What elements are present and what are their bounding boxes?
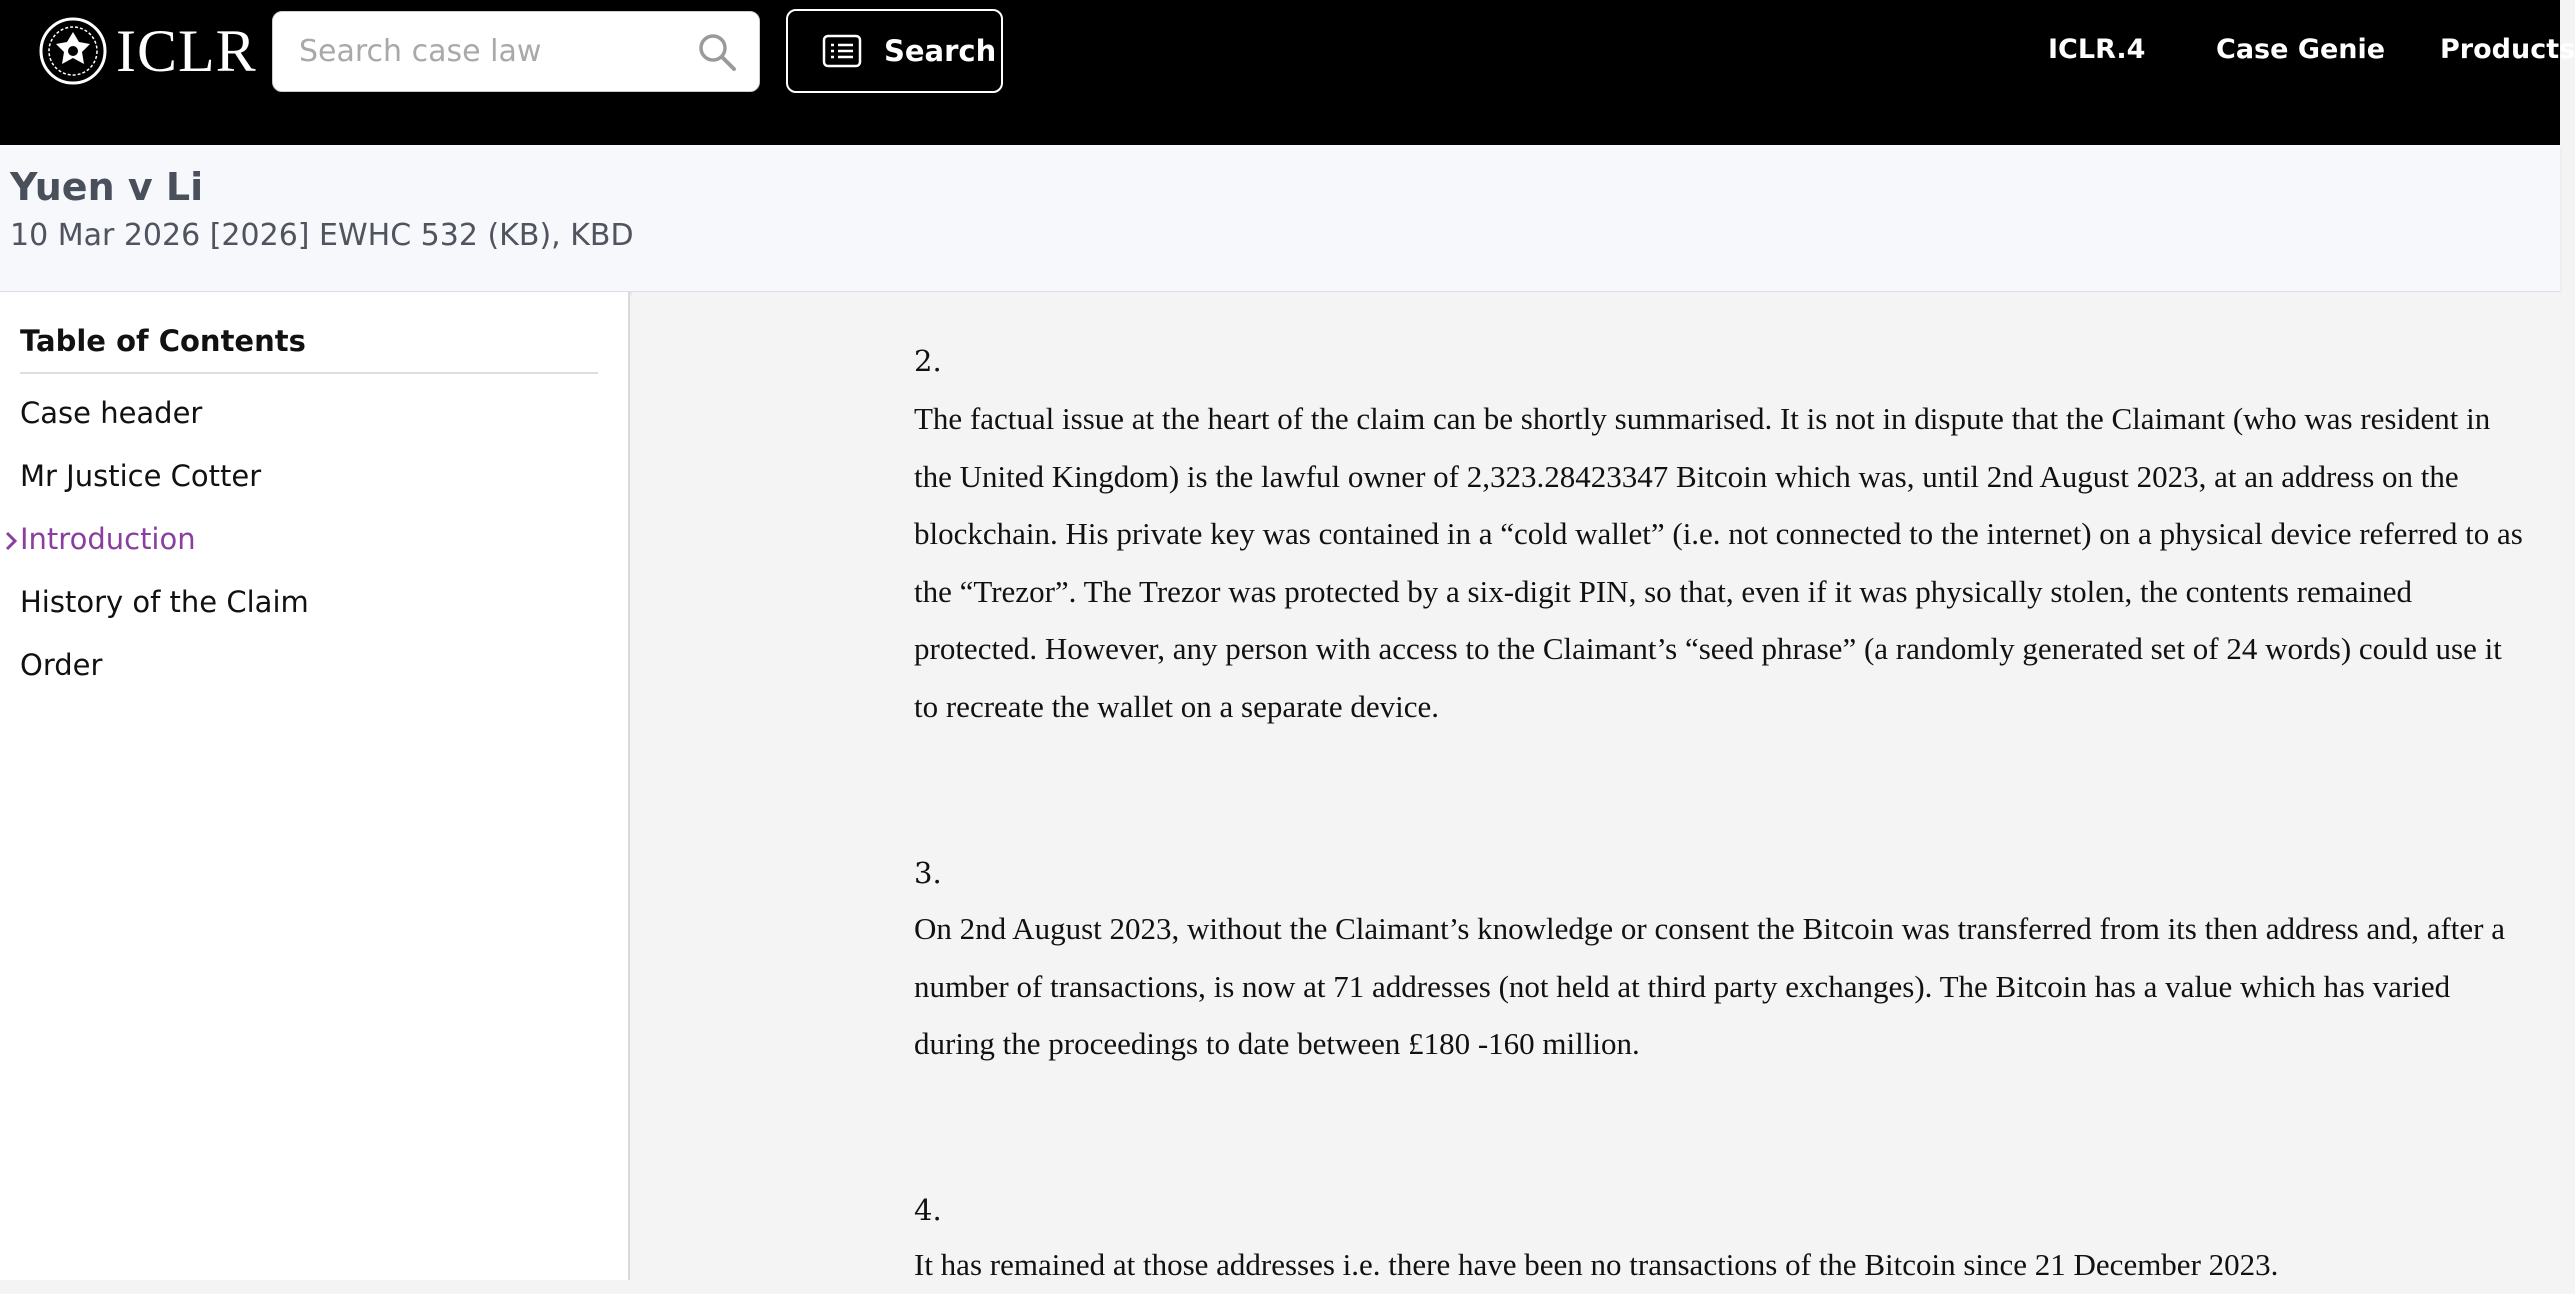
toc-item-label: Introduction [20, 522, 196, 556]
table-of-contents-sidebar [0, 292, 630, 1280]
top-navigation-bar [0, 0, 2575, 145]
toc-item-order[interactable]: Order [20, 648, 103, 682]
paragraph-number: 3. [914, 856, 942, 890]
case-citation: 10 Mar 2026 [2026] EWHC 532 (KB), KBD [10, 218, 634, 253]
paragraph-number: 2. [914, 344, 942, 378]
search-input[interactable] [299, 12, 679, 91]
case-header [0, 145, 2560, 292]
search-button[interactable] [786, 9, 1003, 93]
toc-item-mr-justice-cotter[interactable]: Mr Justice Cotter [20, 459, 262, 493]
judgment-content [632, 292, 2560, 1280]
search-icon[interactable] [697, 32, 737, 72]
nav-case-genie[interactable]: Case Genie [2216, 34, 2386, 65]
toc-item-history-of-the-claim[interactable]: History of the Claim [20, 585, 309, 619]
list-icon [822, 34, 862, 68]
toc-item-case-header[interactable]: Case header [20, 396, 203, 430]
iclr-logo[interactable] [38, 14, 257, 88]
search-box [272, 11, 760, 92]
paragraph-number: 4. [914, 1193, 942, 1227]
paragraph-text: On 2nd August 2023, without the Claimant’s knowledge or consent the Bitcoin was transferred from its then address and, after a number of transactions, is now at 71 addresses (not held at third party exchanges). The Bitcoin has a value which has varied during the proceedings to date between £180 -160 million. [914, 911, 2505, 1062]
toc-item-introduction[interactable] [20, 522, 196, 556]
logo-text: ICLR [116, 18, 257, 84]
paragraph-text: It has remained at those addresses i.e. there have been no transactions of the Bitcoin since 21 December 2023. [914, 1247, 2279, 1282]
toc-title: Table of Contents [20, 324, 598, 374]
chevron-right-icon [4, 530, 18, 552]
paragraph-text: The factual issue at the heart of the claim can be shortly summarised. It is not in dispute that the Claimant (who was resident in the United Kingdom) is the lawful owner of 2,323.28423347 Bitcoin which was, until 2nd August 2023, at an address on the blockchain. His private key was contained in a “cold wallet” (i.e. not connected to the internet) on a physical device referred to as the “Trezor”. The Trezor was protected by a six-digit PIN, so that, even if it was physically stolen, the contents remained protected. However, any person with access to the Claimant’s “seed phrase” (a randomly generated set of 24 words) could use it to recreate the wallet on a separate device. [914, 401, 2523, 724]
nav-products[interactable]: Products [2440, 34, 2575, 65]
nav-iclr4[interactable]: ICLR.4 [2048, 34, 2146, 65]
search-button-label: Search [884, 34, 997, 68]
iclr-seal-icon [38, 16, 108, 86]
case-title: Yuen v Li [10, 165, 204, 209]
